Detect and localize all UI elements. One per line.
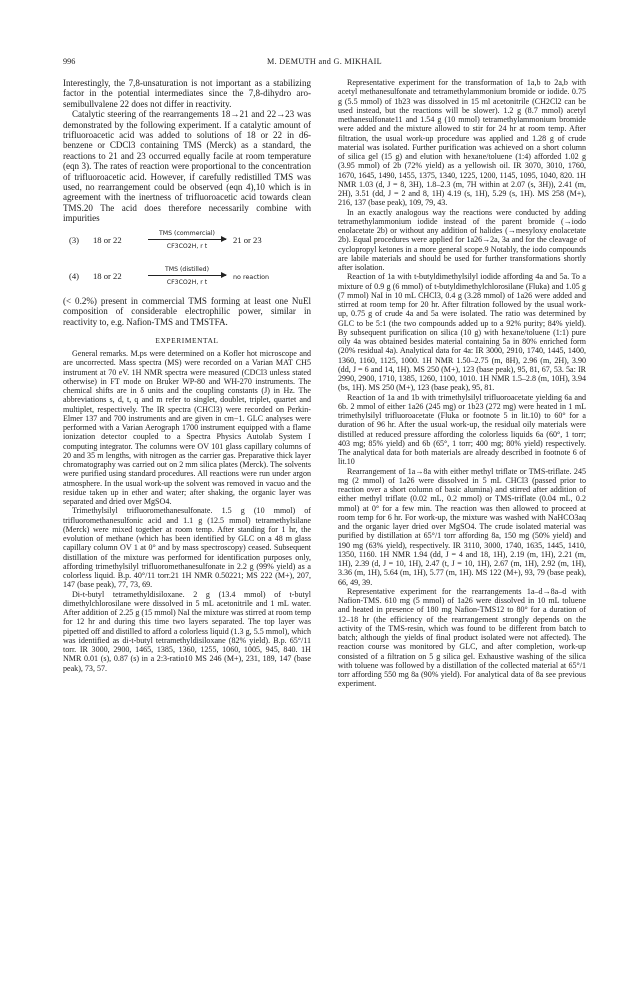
paragraph-disiloxane: Di-t-butyl tetramethyldisiloxane. 2 g (13.4 mmol) of t-butyl dimethylchlorosilane were dissolved in 5 mL acetonitrile and 1 mL water. After addition of 2.25 g (15 mmol) NaI the mixture was stirred at room temp for 12 hr and during this time two layers separated. The top layer was pipetted off and distilled to afford a colorless liquid (1.3 g, 5.5 mmol), which was identified as di-t-butyl tetramethyldisiloxane (82% yield). B.p. 65°/11 torr. IR 3000, 2900, 1465, 1385, 1360, 1255, 1060, 1005, 945, 840. 1H NMR 0.01 (s), 0.87 (s) in a 2:3-ratio10 MS 246 (M+), 231, 189, 147 (base peak), 73, 57. [63,589,311,673]
running-title: M. DEMUTH and G. MIKHAIL [267,56,382,66]
equation-3-condition-above: TMS (commercial) [159,229,215,237]
equation-4-product: no reaction [233,272,270,281]
equation-3 [63,226,311,260]
equation-4-arrow [148,265,226,288]
paragraph-silyl-iodide: Reaction of 1a with t-butyldimethylsilyl iodide affording 4a and 5a. To a mixture of 0.9 g (6 mmol) of t-butyldimethylchlorosilane (Fluka) and 1.05 g (7 mmol) NaI in 10 mL CHCl3, 0.4 g (3.28 mmol) of 1a26 were added and stirred at room temp for 20 hr. After filtration followed by the usual work-up, 0.75 g of crude 4a and 5a were isolated. The ratio was determined by GLC to be 5:1 (the two compounds added up to a 92% purity; 84% yield). By subsequent purification on silica (10 g) with hexane/toluene (1:1) pure oily 4a was obtained besides material containing 5a in 80% enriched form (20% residual 4a). Analytical data for 4a: IR 3000, 2910, 1740, 1445, 1400, 1360, 1160, 1125, 1000. 1H NMR 1.50–2.75 (m, 8H), 2.96 (m, 2H), 3.90 (dd, J = 6 and 14, 1H). MS 250 (M+), 123 (base peak), 95, 81, 67, 53. 5a: IR 2990, 2900, 1710, 1385, 1260, 1100, 1010. 1H NMR 1.5–2.8 (m, 10H), 3.94 (bs, 1H). MS 250 (M+), 123 (base peak), 95, 81. [338,272,586,393]
equation-3-product: 21 or 23 [233,234,262,245]
paragraph-transformation-1ab: Representative experiment for the transformation of 1a,b to 2a,b with acetyl methanesulfonate and tetramethylammonium bromide or iodide. 0.75 g (5.5 mmol) of 1b23 was dissolved in 15 ml acetonitrile (CH2Cl2 can be used instead, but the reactions will be slower). 1.2 g (8.7 mmol) acetyl methanesulfonate11 and 1.54 g (10 mmol) tetramethylammonium bromide were added and the mixture allowed to stir for 24 hr at room temp. After filtration, the usual work-up procedure was applied and 1.28 g of crude material was isolated. Further purification was achieved on a short column of silica gel (15 g) and elution with hexane/toluene (1:4) afforded 1.02 g (3.95 mmol) of 2b (72% yield) as a yellowish oil. IR 3070, 3010, 1760, 1670, 1645, 1490, 1455, 1375, 1340, 1225, 1200, 1145, 1095, 1040, 820. 1H NMR 1.03 (d, J = 8, 3H), 1.8–2.3 (m, 7H within at 2.07 (s, 3H)), 2.41 (m, 2H), 3.51 (dd, J = 2 and 8, 1H) 4.19 (s, 1H), 5.29 (s, 1H). MS 258 (M+), 216, 137 (base peak), 109, 79, 43. [338,78,586,208]
reaction-arrow-icon [148,275,226,276]
left-column [63,78,311,673]
equation-4-condition-above: TMS (distilled) [164,265,210,273]
page-number: 996 [63,56,76,66]
equation-4-reactant: 18 or 22 [93,270,122,281]
paragraph-catalytic-steering: Catalytic steering of the rearrangements 18→21 and 22→23 was demonstrated by the following experiment. If a catalytic amount of trifluoroacetic acid was added to solutions of 18 or 22 in d6-benzene or CDCl3 containing TMS (Merck) as a standard, the reactions to 21 and 23 occurred equally facile at room temperature (eqn 3). The rates of reaction were proportional to the concentration of trifluoroacetic acid. However, if carefully redistilled TMS was used, no rearrangement could be observed (eqn 4),10 which is in agreement with the inertness of trifluoroacetic acid towards clean TMS.20 The acid does therefore necessarily combine with impurities [63,109,311,224]
paragraph-rearrangement-8a: Rearrangement of 1a→8a with either methyl triflate or TMS-triflate. 245 mg (2 mmol) of 1a26 were dissolved in 5 mL CHCl3 (passed prior to reaction over a short column of basic alumina) and stirred after addition of either methyl triflate (0.02 mL, 0.2 mmol) or TMS-triflate (0.04 mL, 0.2 mmol) at 0° for a few min. The reaction was then allowed to proceed at room temp for 6 hr. For work-up, the mixture was washed with NaHCO3aq and the organic layer dried over MgSO4. The crude isolated material was purified by distillation at 65°/1 torr affording 8a, 150 mg (50% yield) and 190 mg (63% yield), respectively. IR 3110, 3000, 1740, 1635, 1445, 1410, 1350, 1160. 1H NMR 1.94 (dd, J = 4 and 18, 1H), 2.19 (m, 1H), 2.21 (m, 1H), 2.39 (d, J = 10, 1H), 2.47 (t, J = 10, 1H), 2.67 (m, 1H), 2.92 (m, 1H), 3.36 (m, 1H), 5.64 (m, 1H), 5.77 (m, 1H). MS 122 (M+), 93, 79 (base peak), 66, 49, 39. [338,466,586,587]
paragraph-general-remarks: General remarks. M.ps were determined on a Kofler hot microscope and are uncorrected. Mass spectra (MS) were recorded on a Varian MAT CH5 instrument at 70 eV. 1H NMR spectra were measured (CDCl3 unless stated otherwise) in FT mode on Bruker WP-80 and WH-270 instruments. The chemical shifts are in δ units and the coupling constants (J) in Hz. The abbreviations s, d, t, q and m refer to singlet, doublet, triplet, quartet and multiplet, respectively. The IR spectra (CHCl3) were recorded on Perkin-Elmer 137 and 700 instruments and are given in cm−1. GLC analyses were performed with a Varian Aerograph 1700 instrument equipped with a flame ionization detector coupled to a Spectra Physics Autolab System I computing integrator. The columns were OV 101 glass capillary columns of 20 and 35 m lengths, with nitrogen as the carrier gas. Preparative thick layer chromatography was carried out on 2 mm silica plates (Merck). The solvents were purified using standard procedures. All reactions were run under argon atmosphere. In the usual work-up the solvent was removed in vacuo and the residue taken up in ether and water; after shaking, the organic layer was separated and dried over MgSO4. [63,349,311,507]
equation-3-arrow [148,229,226,252]
equation-4 [63,262,311,296]
paragraph-silyl-trifluoroacetate: Reaction of 1a and 1b with trimethylsilyl trifluoroacetate yielding 6a and 6b. 2 mmol of either 1a26 (245 mg) or 1b23 (272 mg) were heated in 1 mL trimethylsilyl trifluoroacetate (Fluka or footnote 5 in lit.10) to 60° for a duration of 96 hr. After the usual work-up, the residual oily materials were distilled at reduced pressure affording the colorless liquids 6a (60°, 1 torr; 403 mg; 85% yield) and 6b (65°, 1 torr; 400 mg; 80% yield) respectively. The analytical data for both materials are already described in footnote 6 of lit.10 [338,392,586,467]
equation-3-reactant: 18 or 22 [93,234,122,245]
right-column [338,78,586,689]
page-header [63,55,586,67]
equation-3-number: (3) [69,234,80,245]
paragraph-nafion-tms: Representative experiment for the rearrangements 1a–d→8a–d with Nafion-TMS. 610 mg (5 mmol) of 1a26 were dissolved in 10 mL toluene and heated in presence of 180 mg Nafion-TMS12 to 80° for a duration of 12–18 hr (the efficiency of the rearrangement strongly depends on the activity of the TMS-resin, which was found to be different from batch to batch; although the yields of final product isolated were not affected). The reaction course was monitored by GLC, and after completion, work-up consisted of a filtration on 5 g silica gel. Exhaustive washing of the silica with toluene was followed by a distillation of the collected material at 65°/1 torr affording 550 mg 8a (90% yield). For analytical data of 8a see previous experiment. [338,586,586,689]
equation-4-condition-below: CF3CO2H, r t [166,278,208,286]
section-heading-experimental: EXPERIMENTAL [155,335,219,345]
paragraph-analogous-reactions: In an exactly analogous way the reactions were conducted by adding tetramethylammonium iodide instead of the parent bromide (→iodo enolacetate 2b) or without any addition of halides (→mesyloxy enolacetate 2b). Equal procedures were applied for 1a26→2a, 3a and for the cleavage of cyclopropyl ketones in a more general scope.9 Notably, the iodo compounds are labile materials and should be used for further transformations shortly after isolation. [338,207,586,272]
equation-4-number: (4) [69,270,80,281]
equation-3-condition-below: CF3CO2H, r t [166,242,208,250]
paragraph-stabilization: Interestingly, the 7,8-unsaturation is not important as a stabilizing factor in the potential intermediates since the 7,8-dihydro aro-semibullvalene 22 does not differ in reactivity. [63,78,311,109]
paragraph-impurities: (< 0.2%) present in commercial TMS forming at least one NuEl composition of considerable electrophilic power, similar in reactivity to, e.g. Nafion-TMS and TMSTFA. [63,295,311,327]
paragraph-tms-triflate: Trimethylsilyl trifluoromethanesulfonate. 1.5 g (10 mmol) of trifluoromethanesulfonic acid and 1.1 g (12.5 mmol) tetramethylsilane (Merck) were mixed together at room temp. After standing for 1 hr, the evolution of methane (which has been identified by GLC on a 48 m glass capillary column OV 1 at 0° and by mass spectroscopy) ceased. Subsequent distillation of the mixture was performed for identification purposes only, affording trimethylsilyl trifluoromethanesulfonate in 2.2 g (99% yield) as a colorless liquid. B.p. 40°/11 torr.21 1H NMR 0.50221; MS 222 (M+), 207, 147 (base peak), 77, 73, 69. [63,506,311,590]
reaction-arrow-icon [148,239,226,240]
